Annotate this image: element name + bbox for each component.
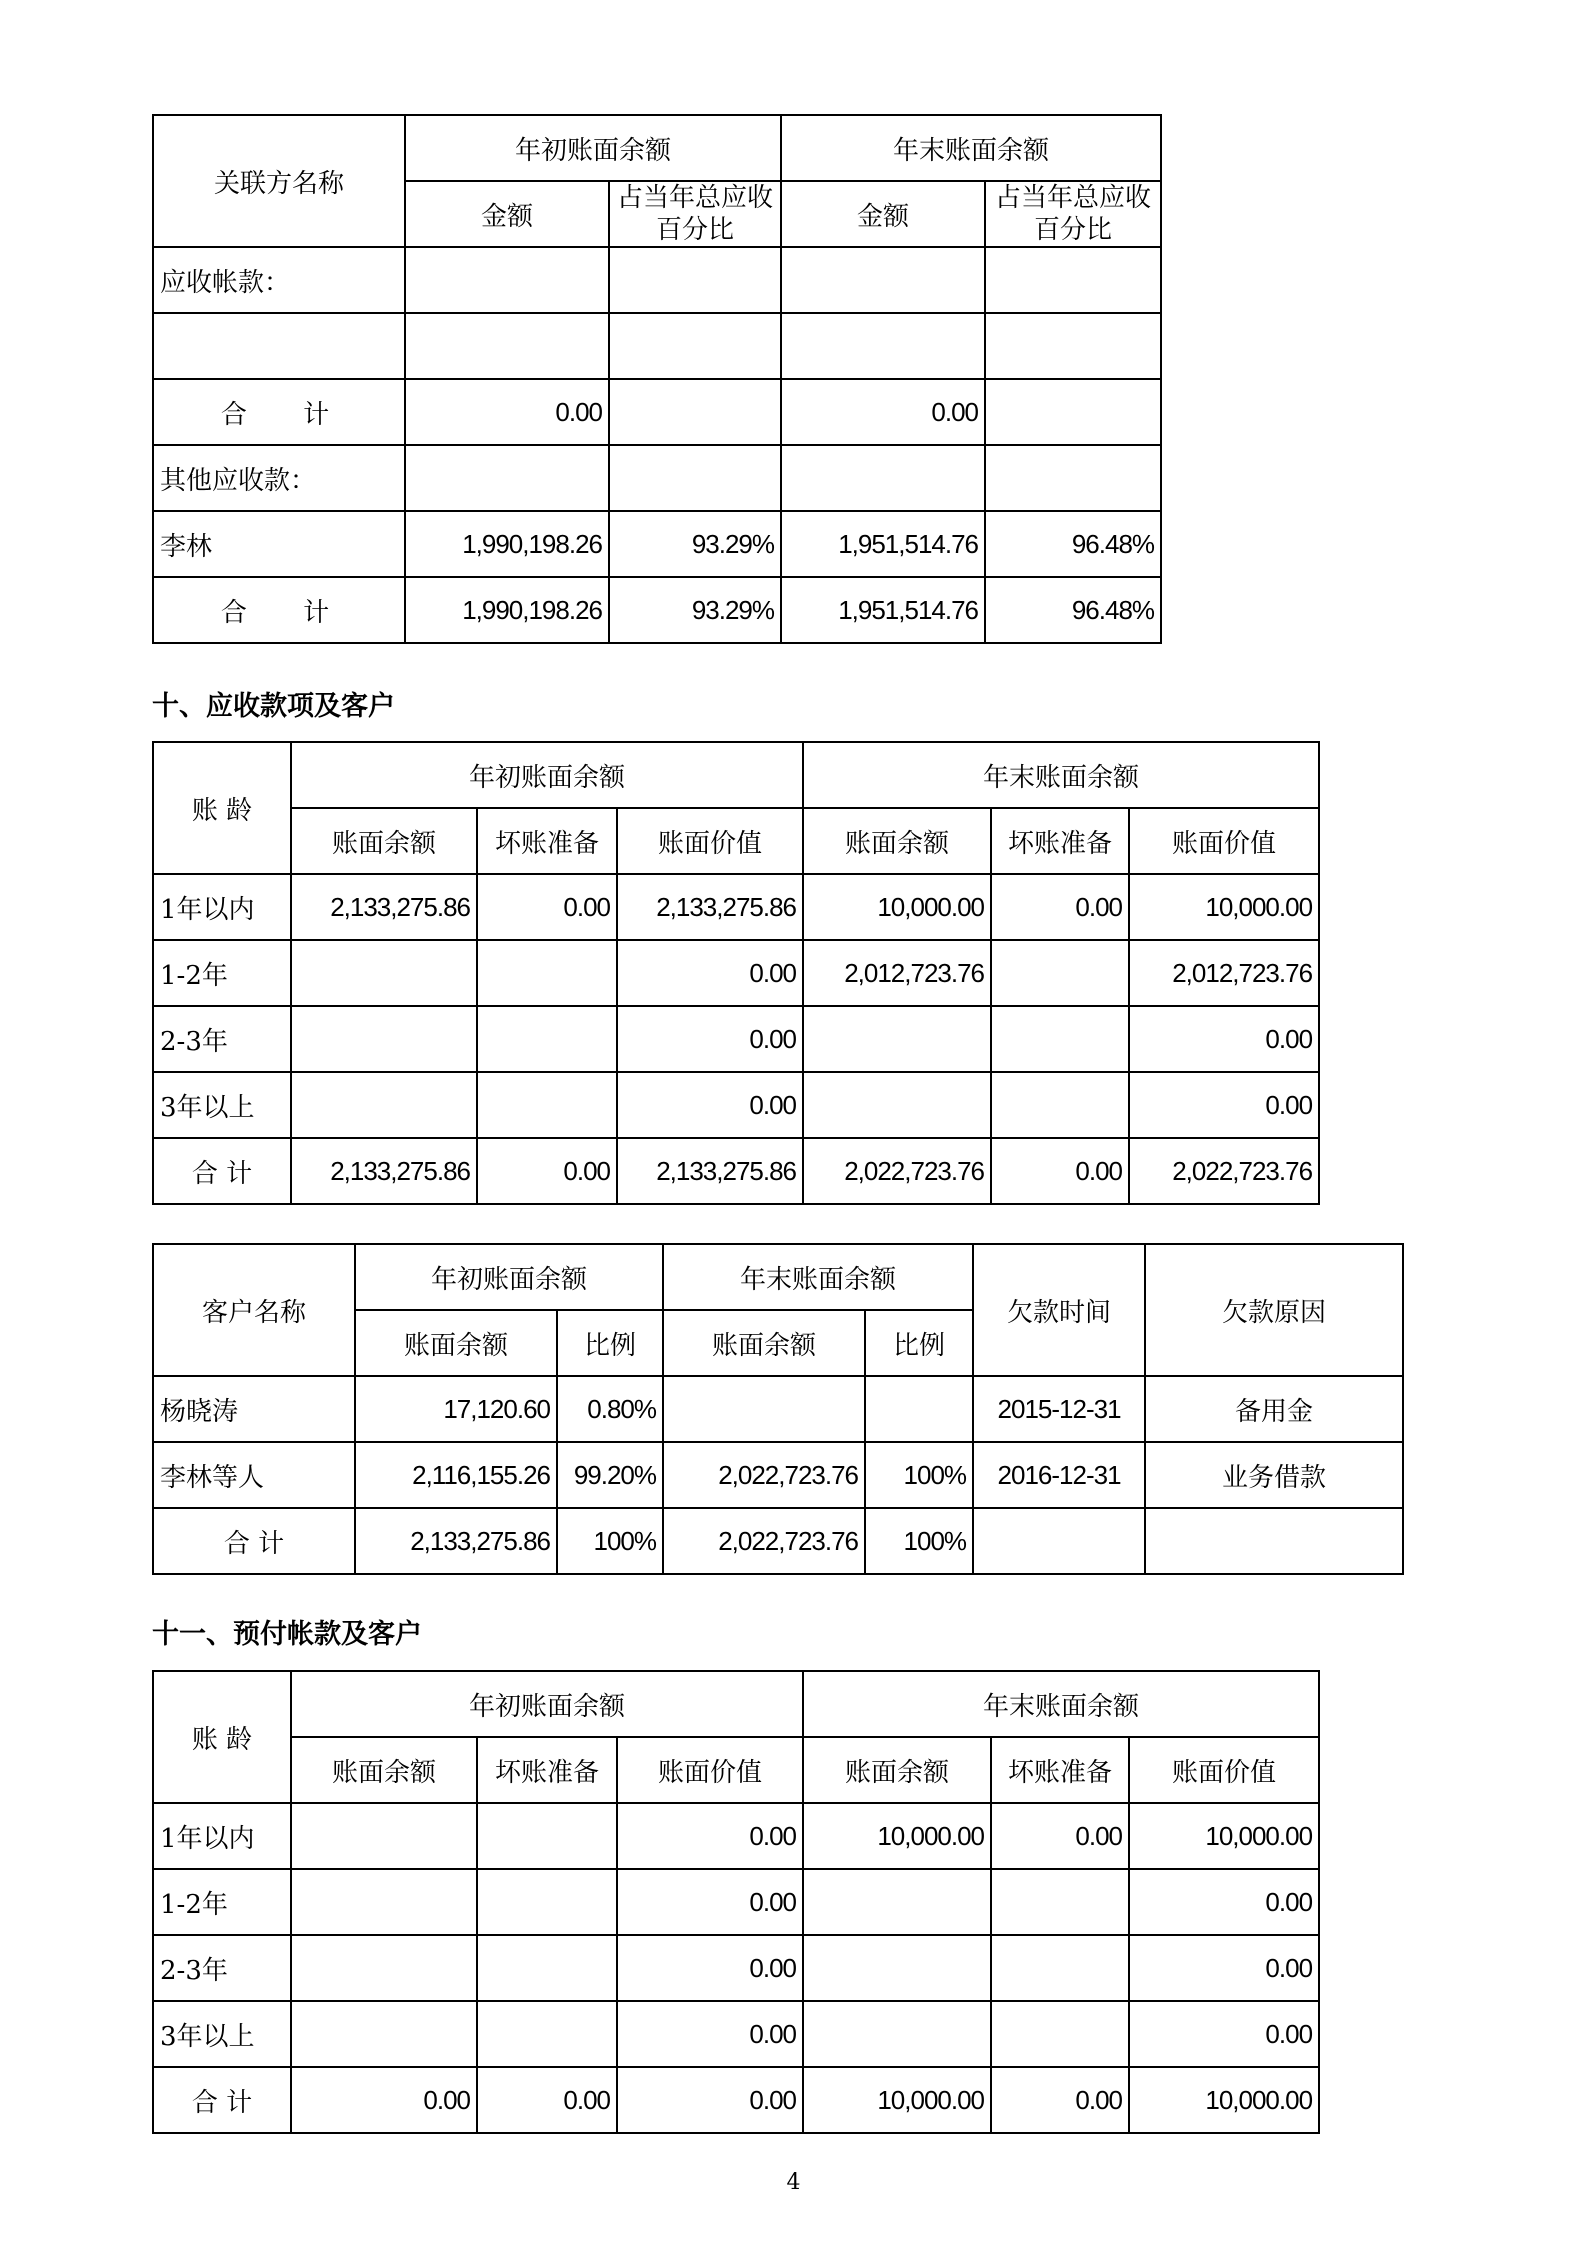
- header-end-book-balance: 账面余额: [663, 1310, 865, 1376]
- cell-end-bad-debt: [991, 1935, 1129, 2001]
- cell-age: 2-3年: [153, 1006, 291, 1072]
- table-row: [153, 1508, 1403, 1574]
- header-end-balance: 年末账面余额: [803, 742, 1319, 808]
- cell-begin-book-value: 0.00: [617, 1072, 803, 1138]
- cell-end-book-value: 0.00: [1129, 2001, 1319, 2067]
- related-party-table: [152, 114, 1162, 644]
- prepayments-aging-table: [152, 1670, 1320, 2134]
- header-age: 账 龄: [153, 742, 291, 874]
- section-10-title: 十、应收款项及客户: [152, 691, 395, 722]
- cell-begin-bad-debt: [477, 1006, 617, 1072]
- cell-name: 其他应收款：: [153, 445, 405, 511]
- cell-age: 1年以内: [153, 874, 291, 940]
- table-row: [153, 1376, 1403, 1442]
- header-related-party-name: 关联方名称: [153, 115, 405, 247]
- cell-begin-bad-debt: [477, 1072, 617, 1138]
- header-begin-book-value: 账面价值: [617, 1737, 803, 1803]
- cell-owed-time: 2015-12-31: [973, 1376, 1145, 1442]
- header-end-book-value: 账面价值: [1129, 808, 1319, 874]
- table-row: [153, 445, 1161, 511]
- cell-begin-book-balance: 2,133,275.86: [291, 1138, 477, 1204]
- cell-age: 3年以上: [153, 1072, 291, 1138]
- cell-begin-book-value: 2,133,275.86: [617, 1138, 803, 1204]
- cell-begin-amount: [405, 445, 609, 511]
- cell-begin-percent: [609, 247, 781, 313]
- cell-end-amount: [781, 313, 985, 379]
- cell-end-book-balance: 2,022,723.76: [663, 1442, 865, 1508]
- header-end-balance: 年末账面余额: [781, 115, 1161, 181]
- header-end-balance: 年末账面余额: [663, 1244, 973, 1310]
- cell-owed-reason: [1145, 1508, 1403, 1574]
- cell-end-book-value: 0.00: [1129, 1935, 1319, 2001]
- cell-end-book-balance: 2,022,723.76: [663, 1508, 865, 1574]
- cell-end-percent: [985, 379, 1161, 445]
- cell-begin-percent: 93.29%: [609, 577, 781, 643]
- customer-receivables-table: [152, 1243, 1404, 1575]
- cell-begin-amount: 0.00: [405, 379, 609, 445]
- cell-begin-book-value: 0.00: [617, 2067, 803, 2133]
- cell-end-book-balance: 10,000.00: [803, 1803, 991, 1869]
- cell-end-bad-debt: [991, 1869, 1129, 1935]
- cell-end-percent: [985, 247, 1161, 313]
- cell-begin-book-value: 0.00: [617, 1935, 803, 2001]
- cell-begin-book-balance: 0.00: [291, 2067, 477, 2133]
- cell-begin-book-balance: 17,120.60: [355, 1376, 557, 1442]
- cell-end-bad-debt: 0.00: [991, 1138, 1129, 1204]
- cell-end-book-value: 0.00: [1129, 1006, 1319, 1072]
- cell-begin-percent: 93.29%: [609, 511, 781, 577]
- cell-begin-book-value: 0.00: [617, 1803, 803, 1869]
- header-begin-balance: 年初账面余额: [405, 115, 781, 181]
- cell-begin-bad-debt: 0.00: [477, 1138, 617, 1204]
- cell-total-label: 合 计: [153, 1138, 291, 1204]
- cell-begin-bad-debt: 0.00: [477, 874, 617, 940]
- header-begin-bad-debt: 坏账准备: [477, 808, 617, 874]
- cell-begin-ratio: 99.20%: [557, 1442, 663, 1508]
- cell-end-book-balance: 2,022,723.76: [803, 1138, 991, 1204]
- cell-age: 1-2年: [153, 940, 291, 1006]
- table-row: [153, 1138, 1319, 1204]
- cell-end-ratio: 100%: [865, 1442, 973, 1508]
- header-customer-name: 客户名称: [153, 1244, 355, 1376]
- table-row: [153, 1072, 1319, 1138]
- cell-end-amount: 1,951,514.76: [781, 511, 985, 577]
- table-row: [153, 1442, 1403, 1508]
- cell-end-book-balance: [803, 1935, 991, 2001]
- cell-customer-name: 杨晓涛: [153, 1376, 355, 1442]
- header-begin-ratio: 比例: [557, 1310, 663, 1376]
- cell-age: 1-2年: [153, 1869, 291, 1935]
- cell-end-book-balance: 2,012,723.76: [803, 940, 991, 1006]
- cell-end-amount: [781, 445, 985, 511]
- cell-begin-book-balance: 2,133,275.86: [355, 1508, 557, 1574]
- cell-total-label: 合 计: [153, 577, 405, 643]
- table-row: [153, 1006, 1319, 1072]
- cell-end-bad-debt: 0.00: [991, 1803, 1129, 1869]
- cell-begin-book-balance: 2,133,275.86: [291, 874, 477, 940]
- header-end-amount: 金额: [781, 181, 985, 247]
- cell-begin-bad-debt: [477, 1935, 617, 2001]
- cell-end-book-value: 10,000.00: [1129, 1803, 1319, 1869]
- cell-begin-amount: [405, 313, 609, 379]
- cell-name: [153, 313, 405, 379]
- cell-end-percent: [985, 445, 1161, 511]
- cell-end-bad-debt: [991, 1006, 1129, 1072]
- header-end-percent: 占当年总应收百分比: [985, 181, 1161, 247]
- cell-begin-book-balance: [291, 1869, 477, 1935]
- cell-total-label: 合 计: [153, 2067, 291, 2133]
- section-11-title: 十一、预付帐款及客户: [152, 1619, 422, 1650]
- table-row: [153, 1869, 1319, 1935]
- table-row: [153, 1803, 1319, 1869]
- cell-begin-book-balance: [291, 2001, 477, 2067]
- cell-begin-ratio: 100%: [557, 1508, 663, 1574]
- cell-end-book-value: 0.00: [1129, 1072, 1319, 1138]
- cell-end-amount: [781, 247, 985, 313]
- cell-end-book-balance: [803, 2001, 991, 2067]
- cell-end-bad-debt: [991, 1072, 1129, 1138]
- cell-begin-book-balance: [291, 1935, 477, 2001]
- cell-age: 1年以内: [153, 1803, 291, 1869]
- cell-begin-amount: 1,990,198.26: [405, 511, 609, 577]
- cell-end-amount: 0.00: [781, 379, 985, 445]
- cell-total-label: 合 计: [153, 1508, 355, 1574]
- header-begin-bad-debt: 坏账准备: [477, 1737, 617, 1803]
- cell-end-bad-debt: [991, 940, 1129, 1006]
- cell-end-book-value: 2,022,723.76: [1129, 1138, 1319, 1204]
- header-owed-reason: 欠款原因: [1145, 1244, 1403, 1376]
- header-end-book-balance: 账面余额: [803, 1737, 991, 1803]
- cell-begin-book-balance: [291, 940, 477, 1006]
- header-begin-book-value: 账面价值: [617, 808, 803, 874]
- cell-end-ratio: 100%: [865, 1508, 973, 1574]
- cell-end-percent: 96.48%: [985, 511, 1161, 577]
- cell-begin-percent: [609, 313, 781, 379]
- table-row: [153, 313, 1161, 379]
- cell-begin-book-balance: [291, 1803, 477, 1869]
- cell-begin-bad-debt: [477, 1803, 617, 1869]
- header-end-book-value: 账面价值: [1129, 1737, 1319, 1803]
- header-end-balance: 年末账面余额: [803, 1671, 1319, 1737]
- cell-begin-book-value: 0.00: [617, 2001, 803, 2067]
- header-end-bad-debt: 坏账准备: [991, 1737, 1129, 1803]
- cell-end-book-value: 10,000.00: [1129, 2067, 1319, 2133]
- table-row: [153, 2067, 1319, 2133]
- cell-begin-book-balance: [291, 1006, 477, 1072]
- cell-end-ratio: [865, 1376, 973, 1442]
- header-end-book-balance: 账面余额: [803, 808, 991, 874]
- cell-name: 应收帐款：: [153, 247, 405, 313]
- cell-end-book-value: 0.00: [1129, 1869, 1319, 1935]
- cell-owed-reason: 备用金: [1145, 1376, 1403, 1442]
- header-begin-percent: 占当年总应收百分比: [609, 181, 781, 247]
- header-age: 账 龄: [153, 1671, 291, 1803]
- cell-end-amount: 1,951,514.76: [781, 577, 985, 643]
- table-row: [153, 247, 1161, 313]
- cell-end-book-balance: [803, 1006, 991, 1072]
- cell-begin-percent: [609, 379, 781, 445]
- cell-begin-book-value: 0.00: [617, 940, 803, 1006]
- cell-total-label: 合 计: [153, 379, 405, 445]
- cell-begin-ratio: 0.80%: [557, 1376, 663, 1442]
- table-row: [153, 1935, 1319, 2001]
- cell-age: 2-3年: [153, 1935, 291, 2001]
- cell-end-book-value: 2,012,723.76: [1129, 940, 1319, 1006]
- table-row: [153, 511, 1161, 577]
- table-row: [153, 940, 1319, 1006]
- cell-begin-book-value: 2,133,275.86: [617, 874, 803, 940]
- cell-begin-bad-debt: 0.00: [477, 2067, 617, 2133]
- cell-age: 3年以上: [153, 2001, 291, 2067]
- cell-end-bad-debt: 0.00: [991, 2067, 1129, 2133]
- table-row: [153, 874, 1319, 940]
- cell-end-bad-debt: 0.00: [991, 874, 1129, 940]
- table-row: [153, 577, 1161, 643]
- header-begin-balance: 年初账面余额: [355, 1244, 663, 1310]
- header-begin-amount: 金额: [405, 181, 609, 247]
- cell-owed-reason: 业务借款: [1145, 1442, 1403, 1508]
- cell-begin-bad-debt: [477, 1869, 617, 1935]
- receivables-aging-table: [152, 741, 1320, 1205]
- cell-customer-name: 李林等人: [153, 1442, 355, 1508]
- cell-end-percent: 96.48%: [985, 577, 1161, 643]
- cell-name: 李林: [153, 511, 405, 577]
- cell-end-book-value: 10,000.00: [1129, 874, 1319, 940]
- cell-owed-time: [973, 1508, 1145, 1574]
- page-number: 4: [786, 2170, 801, 2195]
- header-begin-balance: 年初账面余额: [291, 742, 803, 808]
- cell-end-book-balance: 10,000.00: [803, 874, 991, 940]
- cell-begin-amount: 1,990,198.26: [405, 577, 609, 643]
- cell-begin-amount: [405, 247, 609, 313]
- cell-begin-bad-debt: [477, 2001, 617, 2067]
- header-begin-book-balance: 账面余额: [291, 808, 477, 874]
- cell-owed-time: 2016-12-31: [973, 1442, 1145, 1508]
- cell-begin-book-value: 0.00: [617, 1006, 803, 1072]
- cell-begin-book-value: 0.00: [617, 1869, 803, 1935]
- cell-begin-bad-debt: [477, 940, 617, 1006]
- cell-end-book-balance: 10,000.00: [803, 2067, 991, 2133]
- header-begin-balance: 年初账面余额: [291, 1671, 803, 1737]
- table-row: [153, 2001, 1319, 2067]
- cell-end-book-balance: [803, 1072, 991, 1138]
- cell-begin-book-balance: 2,116,155.26: [355, 1442, 557, 1508]
- header-owed-time: 欠款时间: [973, 1244, 1145, 1376]
- cell-begin-percent: [609, 445, 781, 511]
- header-begin-book-balance: 账面余额: [355, 1310, 557, 1376]
- cell-end-bad-debt: [991, 2001, 1129, 2067]
- header-end-bad-debt: 坏账准备: [991, 808, 1129, 874]
- table-row: [153, 379, 1161, 445]
- cell-end-book-balance: [803, 1869, 991, 1935]
- cell-begin-book-balance: [291, 1072, 477, 1138]
- header-begin-book-balance: 账面余额: [291, 1737, 477, 1803]
- cell-end-book-balance: [663, 1376, 865, 1442]
- cell-end-percent: [985, 313, 1161, 379]
- header-end-ratio: 比例: [865, 1310, 973, 1376]
